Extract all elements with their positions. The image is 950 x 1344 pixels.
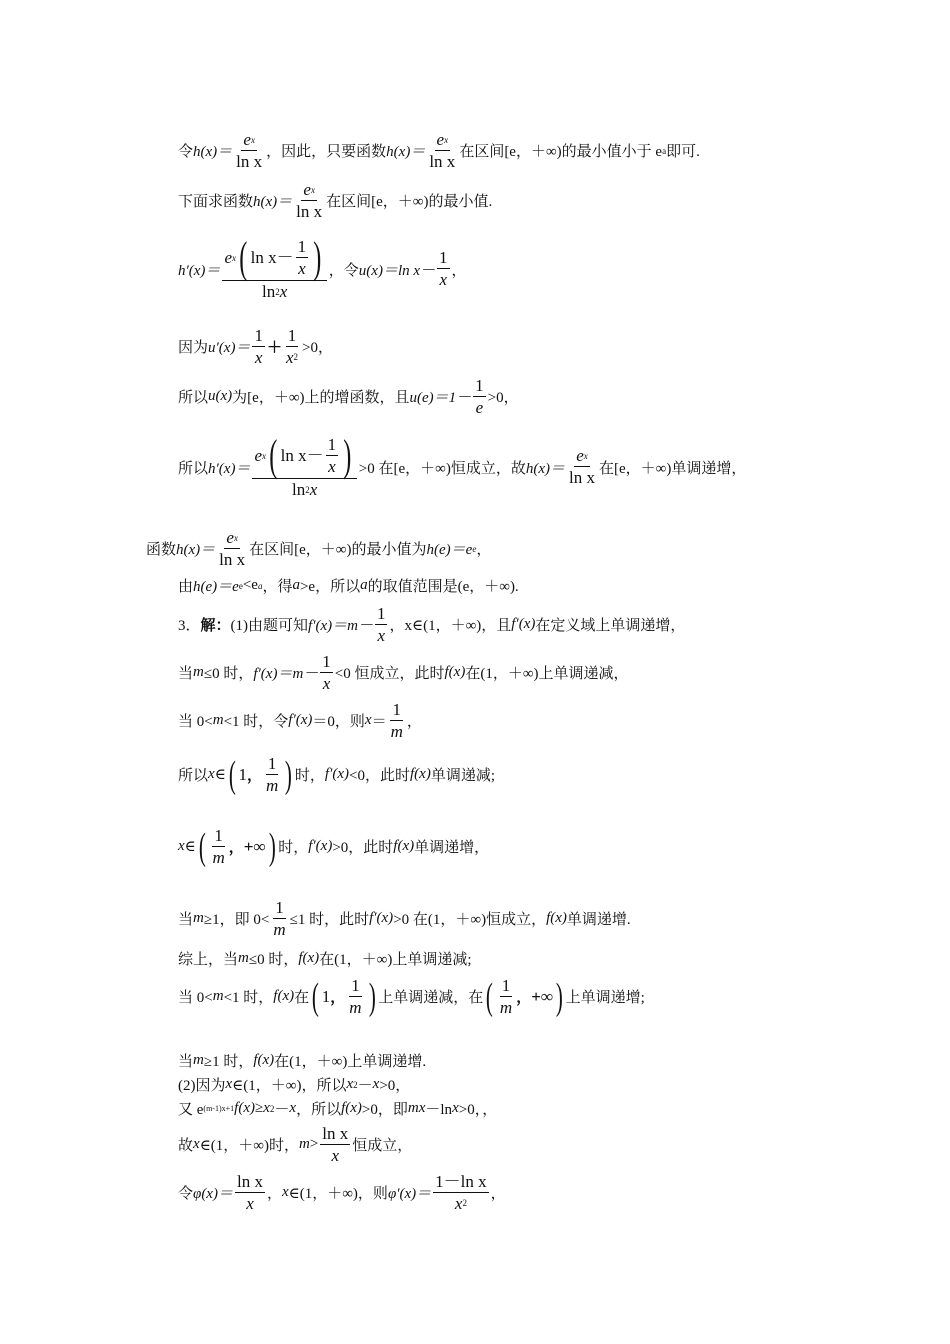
fraction	[437, 248, 450, 290]
paren: (	[239, 233, 248, 282]
x: x	[279, 282, 288, 301]
ln: ln	[291, 480, 306, 499]
one: 1	[254, 326, 263, 345]
x: x	[377, 625, 385, 645]
paren: )	[285, 753, 293, 796]
math-up: u′(x)＝	[208, 340, 251, 357]
text: <0 恒成立，此时	[334, 666, 445, 683]
math-h: h(x)＝	[176, 542, 216, 559]
m: m	[265, 775, 279, 795]
comma: ，	[246, 768, 262, 785]
e: e	[226, 528, 234, 547]
text: －ln	[425, 1102, 453, 1118]
fraction	[389, 700, 405, 742]
text: 时，	[278, 840, 309, 857]
math-f: f(x)	[273, 988, 295, 1005]
text: ，得	[262, 579, 293, 595]
text: 所以	[178, 460, 209, 477]
fraction: e x ln x	[429, 130, 456, 171]
text: 在(1，＋∞)上单调递减;	[319, 952, 472, 968]
paren: (	[311, 975, 319, 1018]
paren: (	[228, 753, 236, 796]
text: ∈(1，＋∞)，则	[288, 1186, 388, 1203]
e: e	[254, 446, 262, 466]
e: e	[475, 397, 484, 417]
math-m: m	[193, 664, 204, 681]
one: 1	[214, 826, 223, 845]
text: 在(1，＋∞)上单调递增.	[274, 1054, 427, 1070]
one: 1	[238, 764, 247, 784]
math-fp: f′(x)	[288, 712, 313, 729]
comma: ，	[516, 990, 532, 1007]
fraction	[326, 435, 339, 477]
math-m: m	[298, 1136, 310, 1153]
line-19: 又 e (m-1)x+1 f(x) ≥ x 2 － x ，所以 f(x) >0，即 mx －ln x >0，，	[178, 1100, 498, 1118]
text: <1 时，	[223, 990, 274, 1007]
line-3	[178, 233, 467, 302]
one: 1	[327, 435, 337, 455]
line-8: 由 h(e)＝e e <e a ，得 a >e，所以 a 的取值范围是(e，＋∞).	[178, 577, 519, 595]
fraction	[320, 652, 333, 694]
text: 由	[178, 579, 194, 595]
math-a: a	[360, 577, 368, 593]
line-15	[178, 948, 472, 969]
numerator: 1－ln x	[435, 1172, 487, 1191]
text: ≥1 时，	[203, 1054, 254, 1070]
m: m	[212, 847, 225, 867]
text: <1 时，令	[223, 714, 289, 731]
one: 1	[321, 986, 331, 1006]
text: 上单调递增;	[565, 990, 645, 1007]
fraction	[320, 1124, 350, 1166]
text: (1)由题可知	[230, 618, 309, 635]
paren: )	[343, 431, 352, 480]
math-m: m	[212, 712, 224, 729]
fraction: e x ln x	[219, 528, 246, 569]
text: －	[357, 1078, 373, 1094]
fraction: e x ( ln x－ $\frac{1}{x}$ ) ln 2 x	[222, 236, 326, 302]
fraction: e x ln x	[569, 446, 595, 487]
fraction: 1 x 2	[285, 326, 299, 367]
m: m	[390, 721, 403, 741]
text: ，x∈(1，＋∞)，且	[389, 618, 512, 635]
text: 令	[178, 1186, 194, 1203]
infinity: +∞	[531, 986, 554, 1006]
text: 在定义域上单调递增，	[535, 618, 686, 635]
math-x: x	[208, 766, 215, 783]
ln-x: ln x	[236, 151, 263, 171]
text: 单调递增.	[566, 912, 631, 929]
math-h: h(x)＝	[193, 144, 233, 161]
text: 令	[178, 144, 194, 161]
one: 1	[287, 326, 297, 345]
text: 当	[178, 666, 194, 683]
line-7: 函数 h(x)＝ e x ln x 在区间[e，＋∞)的最小值为 h(e)＝e e ，	[146, 528, 492, 569]
math-x: x	[372, 1076, 380, 1092]
text: ∈	[184, 839, 196, 856]
math-m: m	[193, 1052, 204, 1068]
text: 在(1，＋∞)上单调递减，	[465, 666, 629, 683]
fraction: e x ln x	[236, 130, 263, 171]
text: 上单调递减，在	[378, 990, 484, 1007]
x: x	[246, 1193, 254, 1213]
text: 即可.	[666, 144, 700, 161]
line-13	[178, 826, 489, 868]
m: m	[273, 919, 286, 939]
text: >0，，	[458, 1102, 498, 1118]
ln-x: ln x	[296, 201, 323, 221]
paren: (	[486, 975, 494, 1018]
e: e	[303, 180, 311, 199]
text: <e	[242, 577, 258, 593]
line-11	[178, 700, 422, 742]
math-he: h(e)＝e	[426, 542, 473, 559]
e: e	[224, 248, 232, 268]
text: 时，	[294, 768, 325, 785]
math-x: x	[263, 1100, 270, 1116]
math-f: f(x)	[253, 1052, 275, 1068]
fraction	[252, 326, 265, 368]
x: x	[439, 269, 448, 289]
e: e	[243, 130, 251, 149]
one: 1	[439, 248, 448, 268]
x: x	[454, 1193, 463, 1213]
text: 所以	[178, 768, 209, 785]
comma: ，	[228, 840, 244, 857]
text: 当 0<	[178, 714, 213, 731]
x: x	[328, 456, 336, 476]
line-20	[178, 1124, 412, 1166]
text: ，所以	[296, 1102, 342, 1118]
text: ∈	[214, 767, 226, 784]
math-f: f(x)	[298, 950, 320, 966]
text: 当	[178, 912, 194, 929]
fraction	[264, 754, 280, 796]
math-fp: f′(x)	[324, 766, 350, 783]
math-f: f(x)	[393, 838, 415, 855]
math-he: h(e)＝e	[193, 579, 239, 595]
paren: )	[313, 233, 322, 282]
fraction	[271, 898, 287, 940]
line-12	[178, 754, 495, 796]
text: －	[274, 1102, 290, 1118]
paren: )	[368, 975, 376, 1018]
x: x	[298, 258, 306, 278]
fraction: e x ( ln x－ $\frac{1}{x}$ ) ln 2 x	[252, 434, 356, 500]
text: >0，	[487, 390, 519, 407]
math-mx: mx	[407, 1100, 426, 1116]
text: >e，所以	[299, 579, 361, 595]
math-a: a	[292, 577, 300, 593]
math-f: f(x)	[234, 1100, 255, 1116]
text: 下面求函数	[178, 194, 254, 211]
one: 1	[275, 898, 284, 917]
math-h: h(x)＝	[525, 460, 566, 477]
line-10	[178, 652, 629, 694]
line-21	[178, 1172, 506, 1214]
one: 1	[351, 976, 360, 995]
text: ＝	[371, 714, 387, 731]
text: ≤0 时，	[203, 666, 254, 683]
text: >0，	[302, 340, 333, 357]
text: 恒成立，	[352, 1138, 413, 1155]
text: 又 e	[178, 1102, 204, 1118]
math-m: m	[193, 910, 204, 927]
x: x	[285, 347, 294, 367]
line-5	[178, 376, 519, 418]
text: ≤1 时，此时	[289, 912, 370, 929]
text: ，因此，只要函数	[266, 144, 387, 161]
text: 综上，当	[178, 952, 239, 968]
one: 1	[297, 237, 307, 257]
math-u: u(x)＝ln x－	[358, 262, 436, 279]
text: 的取值范围是(e，＋∞).	[367, 579, 519, 595]
solution-label: 解：	[200, 618, 231, 635]
math-f: f(x)	[444, 664, 466, 681]
math-ue: u(e)＝1－	[409, 390, 472, 407]
paren: (	[269, 431, 278, 480]
line-17	[178, 1050, 426, 1071]
text: 单调递减;	[430, 768, 495, 785]
e: e	[436, 130, 445, 149]
x: x	[309, 480, 318, 499]
text: 因为	[178, 340, 209, 357]
line-4	[178, 326, 333, 368]
paren: (	[198, 825, 206, 868]
fraction	[296, 237, 309, 279]
text: ，	[490, 1186, 506, 1203]
text: >0，	[379, 1078, 411, 1094]
text: 在区间[e，＋∞)的最小值.	[326, 194, 493, 211]
text: <0，此时	[349, 768, 410, 785]
one: 1	[322, 652, 331, 671]
math-x: x	[225, 1076, 233, 1092]
text: >0 在[e，＋∞)恒成立，故	[358, 460, 526, 477]
ln: ln	[261, 282, 276, 301]
math-h: h(x)＝	[253, 194, 293, 211]
math-x: x	[452, 1100, 459, 1116]
fraction	[210, 826, 226, 868]
infinity: +∞	[243, 836, 266, 856]
math-fp: f′(x)	[511, 616, 536, 633]
math-fp: f′(x)＝m－	[308, 618, 373, 635]
math-m: m	[238, 950, 249, 966]
text: 函数	[146, 542, 177, 559]
math-hp: h′(x)＝	[178, 262, 221, 279]
ln-x: ln x	[219, 549, 246, 569]
text: ，令	[328, 262, 359, 279]
fraction	[375, 604, 388, 646]
math-f: f(x)	[546, 910, 567, 927]
text: 当	[178, 1054, 194, 1070]
x: x	[254, 347, 263, 367]
m: m	[499, 997, 513, 1017]
math-u: u(x)	[208, 388, 233, 405]
line-16	[178, 976, 645, 1018]
math-m: m	[212, 988, 224, 1005]
text: 所以	[178, 390, 209, 407]
paren: )	[268, 825, 276, 868]
math-phip: φ′(x)＝	[387, 1186, 432, 1203]
math-phi: φ(x)＝	[193, 1186, 233, 1203]
fraction: e x ln x	[296, 180, 323, 221]
fraction	[347, 976, 363, 1018]
text: 为[e，＋∞)上的增函数，且	[232, 390, 410, 407]
fraction	[473, 376, 486, 418]
text: ，	[406, 714, 422, 731]
ln-x: ln x－	[250, 248, 294, 268]
math-x: x	[346, 1076, 354, 1092]
ln-x: ln x	[429, 151, 456, 171]
text: >0，此时	[332, 840, 394, 857]
math-x: x	[289, 1100, 297, 1116]
line-14	[178, 898, 631, 940]
math-f: f(x)	[341, 1100, 362, 1116]
text: ∈(1，＋∞)，所以	[232, 1078, 347, 1094]
comma: ，	[330, 990, 346, 1007]
one: 1	[501, 976, 511, 995]
m: m	[349, 997, 362, 1017]
text: ≥1，即 0<	[203, 912, 270, 929]
line-6	[178, 431, 747, 500]
one: 1	[392, 700, 401, 719]
text: 当 0<	[178, 990, 213, 1007]
line-1: 令 h(x)＝ e x ln x ，因此，只要函数 h(x)＝ e x ln x 在区间[e，＋∞)的最小值小于 e a 即可.	[178, 130, 700, 171]
math-x: x	[281, 1184, 289, 1201]
one: 1	[376, 604, 386, 623]
x: x	[322, 673, 331, 693]
text: ≤0 时，	[248, 952, 299, 968]
text: >0，即	[361, 1102, 408, 1118]
fraction: 1－ln x x 2	[435, 1172, 487, 1213]
math-fp: f′(x)	[369, 910, 394, 927]
text: ＝0，则	[312, 714, 365, 731]
ln-x: ln x	[569, 467, 595, 487]
text: ，	[451, 262, 467, 279]
math-fp: f′(x)	[308, 838, 333, 855]
line-2	[178, 180, 492, 222]
text: 在	[294, 990, 310, 1007]
text: ，	[266, 1186, 282, 1203]
text: ∈(1，＋∞)时，	[199, 1138, 299, 1155]
math-x: x	[193, 1136, 200, 1153]
math-x: x	[364, 712, 372, 729]
fraction	[235, 1172, 265, 1214]
text: 在[e，＋∞)单调递增，	[599, 460, 747, 477]
line-9	[178, 604, 685, 646]
math-h: h(x)＝	[386, 144, 426, 161]
ln-x: ln x－	[280, 446, 324, 466]
fraction	[498, 976, 514, 1018]
one: 1	[475, 376, 484, 395]
plus: ＋	[266, 340, 282, 357]
math-fp: f′(x)＝m－	[253, 666, 319, 683]
text: 故	[178, 1138, 194, 1155]
text: 在区间[e，＋∞)的最小值为	[249, 542, 427, 559]
math-hp: h′(x)＝	[208, 460, 251, 477]
x: x	[331, 1145, 340, 1165]
line-18: (2)因为 x ∈(1，＋∞)，所以 x 2 － x >0，	[178, 1076, 411, 1094]
text: ≥	[254, 1100, 264, 1116]
text: (2)因为	[178, 1078, 226, 1094]
paren: )	[555, 975, 563, 1018]
ln-x: ln x	[236, 1172, 263, 1191]
one: 1	[267, 754, 277, 773]
text: 在区间[e，＋∞)的最小值小于 e	[459, 144, 663, 161]
text: ，	[476, 542, 492, 559]
text: 单调递增，	[414, 840, 490, 857]
ln-x: ln x	[322, 1124, 349, 1143]
math-x: x	[178, 838, 185, 855]
text: >	[309, 1136, 319, 1153]
text: >0 在(1，＋∞)恒成立，	[393, 912, 547, 929]
e: e	[576, 446, 584, 466]
math-f: f(x)	[410, 766, 431, 783]
text: 3．	[178, 618, 201, 635]
